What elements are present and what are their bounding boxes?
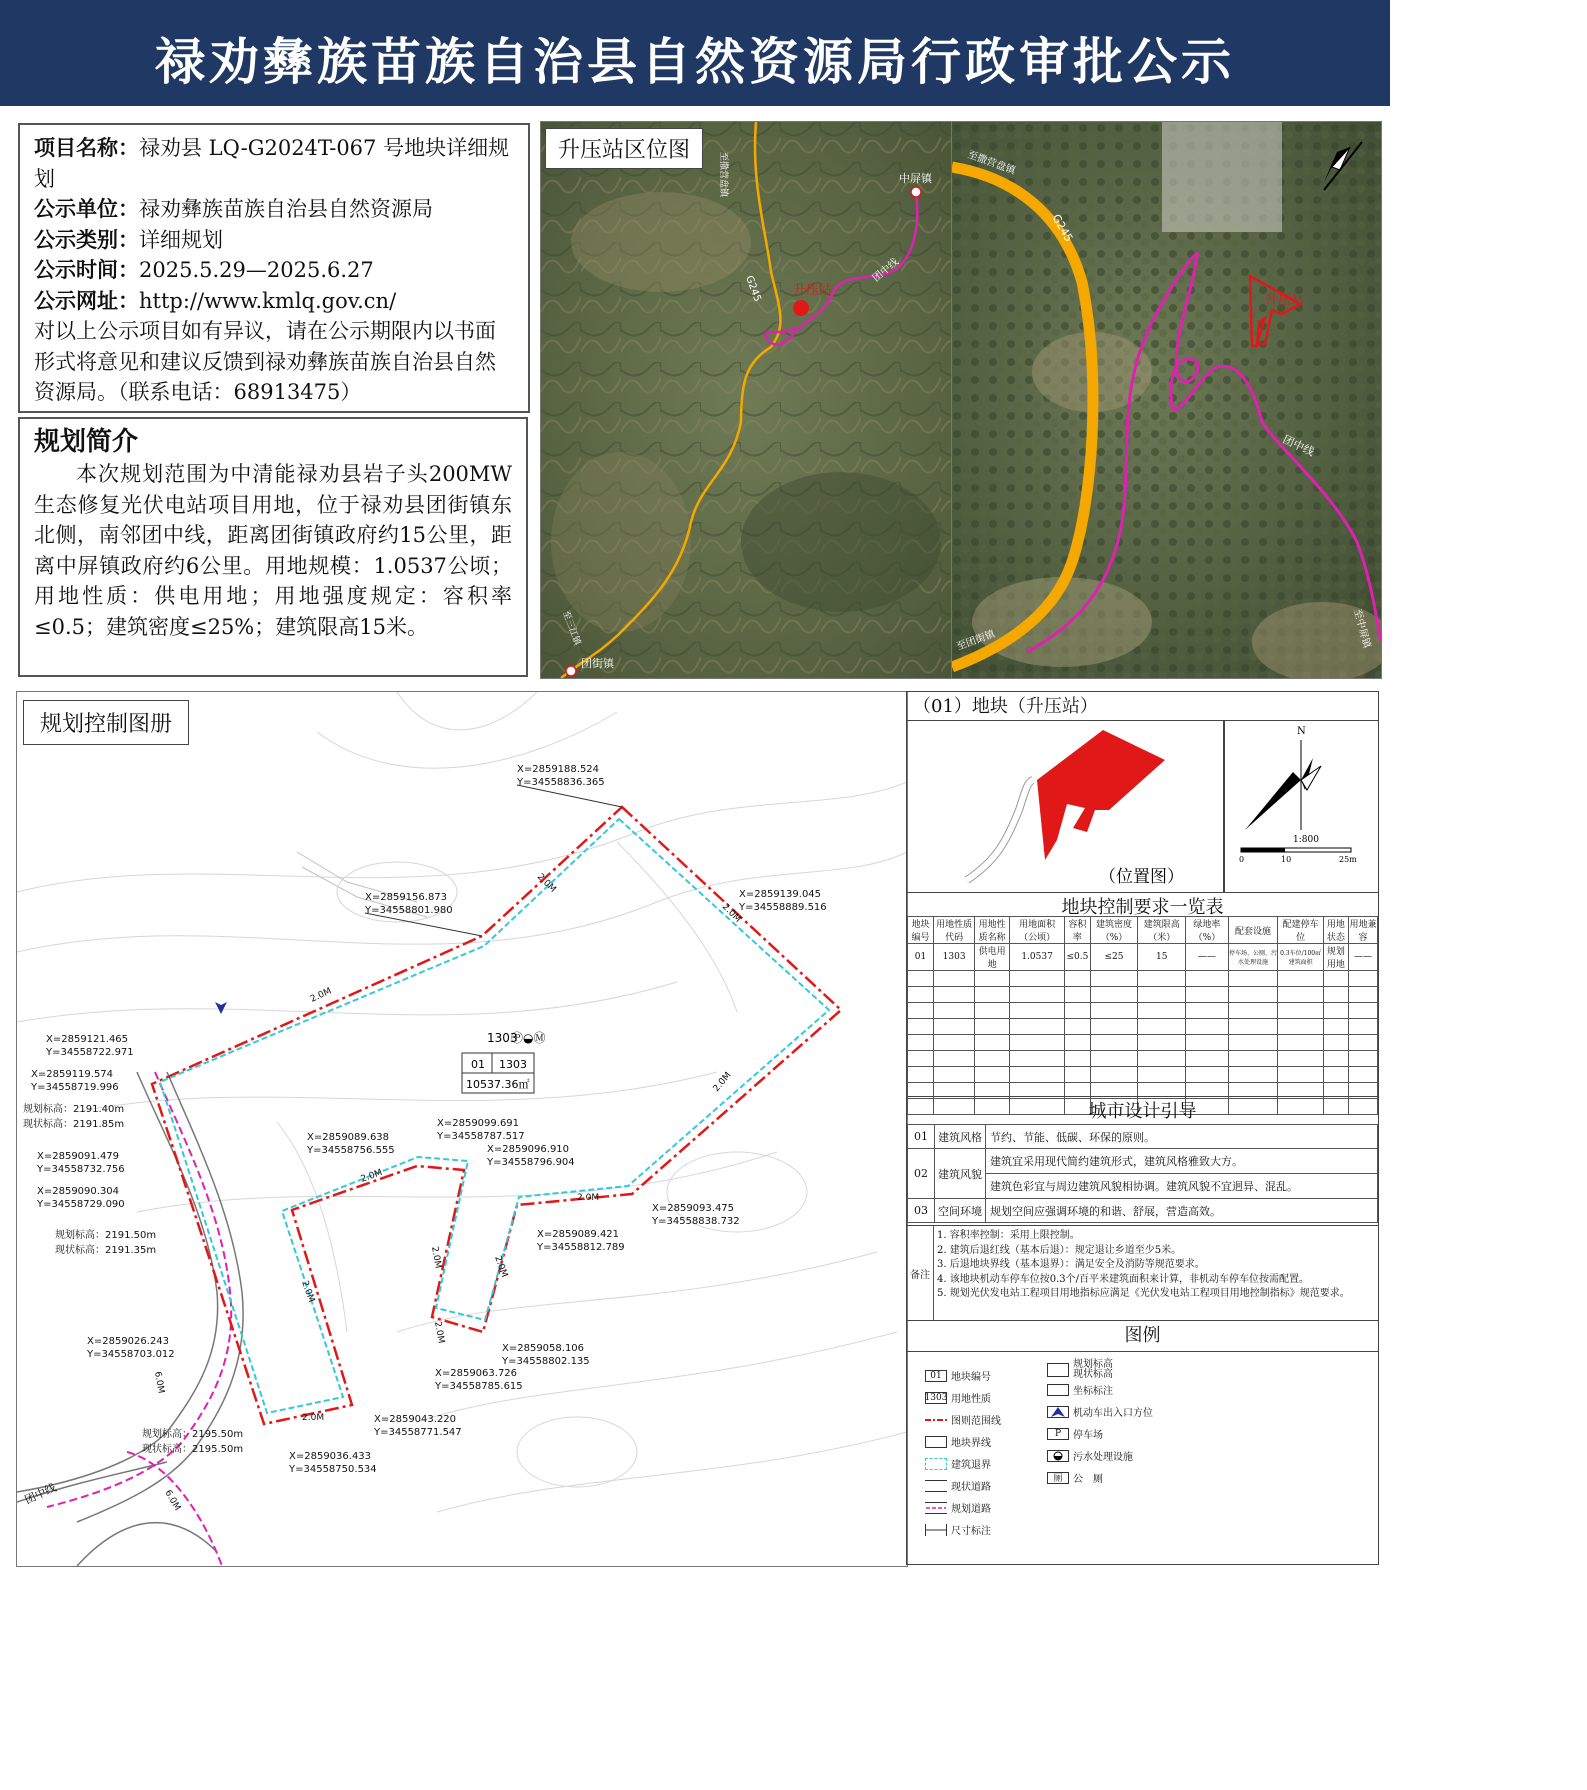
- legend-text: 停车场: [1073, 1430, 1103, 1441]
- header-banner: [0, 0, 1390, 106]
- coord-y-5: Y=34558719.996: [31, 1082, 119, 1093]
- intro-title: 规划简介: [34, 427, 139, 457]
- design-item: 空间环境: [935, 1199, 986, 1223]
- legend-area: [907, 1352, 1378, 1564]
- detail-to-sa-label: 至撒营盘镇: [965, 149, 1017, 177]
- zhongping-marker: [911, 187, 921, 197]
- legend-text: 坐标标注: [1073, 1386, 1113, 1397]
- legend-setback: [925, 1456, 991, 1471]
- th-compat: 用地兼容: [1348, 917, 1377, 944]
- td-height: 15: [1138, 944, 1186, 971]
- dim-road-width: 6.0M: [162, 1488, 183, 1513]
- coord-x-17: X=2859026.243: [87, 1336, 170, 1347]
- position-map-area: [907, 720, 1378, 893]
- th-area: 用地面积（公顷）: [1010, 917, 1065, 944]
- remarks-area: [907, 1225, 1378, 1320]
- control-table-wrap: [907, 916, 1378, 1115]
- th-use-name: 用地性质名称: [975, 917, 1010, 944]
- terrain-patch: [571, 192, 751, 292]
- to-sanjiang-label: 至三江镇: [560, 609, 582, 647]
- legend-elevation-text: [1073, 1360, 1113, 1380]
- position-label: （位置图）: [1099, 867, 1184, 887]
- elev2-plan: 规划标高：2191.50m: [55, 1230, 157, 1241]
- legend-text: 机动车出入口方位: [1073, 1408, 1153, 1419]
- legend-coordinate-icon: [1047, 1384, 1069, 1396]
- coord-x-5: X=2859119.574: [31, 1069, 114, 1080]
- coord-y-1: Y=34558836.365: [517, 777, 605, 788]
- th-height: 建筑限高（米）: [1138, 917, 1186, 944]
- th-far: 容积率: [1065, 917, 1091, 944]
- remark-item: 1. 容积率控制：采用上限控制。: [937, 1230, 1080, 1241]
- table-row-empty: [908, 987, 1378, 1003]
- coord-x-11: X=2859093.475: [652, 1203, 735, 1214]
- td-far: ≤0.5: [1065, 944, 1091, 971]
- legend-text: 图则范围线: [951, 1416, 1001, 1427]
- parcel-number: 01: [471, 1058, 485, 1071]
- dim-setback: 2.0M: [309, 986, 334, 1005]
- vehicle-entrance-legend-icon: [1047, 1406, 1069, 1418]
- coord-x-10: X=2859096.910: [487, 1144, 570, 1155]
- time-label: 公示时间：: [34, 258, 139, 282]
- design-guide-table: [907, 1124, 1378, 1223]
- to-sa-label: 至撒营盘镇: [718, 152, 728, 198]
- coord-x-3: X=2859139.045: [739, 889, 822, 900]
- td-green: ——: [1186, 944, 1229, 971]
- design-row: [908, 1149, 1378, 1174]
- control-table-title: 地块控制要求一览表: [1061, 897, 1224, 918]
- north-arrow-icon: [1245, 740, 1321, 830]
- legend-dimension-icon: [925, 1524, 947, 1536]
- legend-parking: [1047, 1426, 1103, 1441]
- table-row-empty: [908, 1003, 1378, 1019]
- detail-to-zhongping-label: 至中屏镇: [1351, 607, 1373, 650]
- tuanzhong-road-edge: [77, 1523, 217, 1566]
- legend-sewage: [1047, 1448, 1133, 1463]
- coord-x-6: X=2859091.479: [37, 1151, 120, 1162]
- table-row: [908, 944, 1378, 971]
- th-density: 建筑密度（%）: [1090, 917, 1137, 944]
- detail-tuanzhong-label: 团中线: [1280, 432, 1317, 459]
- table-row-empty: [908, 1067, 1378, 1083]
- legend-existing-road: [925, 1478, 991, 1493]
- legend-use-code-icon: 1303: [924, 1392, 948, 1403]
- remarks-label: 备注: [907, 1226, 934, 1320]
- location-satellite-map[interactable]: [540, 121, 952, 679]
- remark-item: 4. 该地块机动车停车位按0.3个/百平米建筑面积来计算，非机动车停车位按需配置。: [937, 1273, 1309, 1285]
- control-table: [907, 916, 1378, 1115]
- td-facilities: 停车场、公厕、污水处理设施: [1228, 944, 1278, 971]
- td-use-name: 供电用地: [975, 944, 1010, 971]
- legend-title: 图例: [907, 1320, 1378, 1352]
- dim-setback: 2.0M: [299, 1279, 317, 1304]
- parcel-control-panel: [906, 691, 1379, 1565]
- tuanzhong-label: 团中线: [870, 256, 901, 285]
- design-no: 03: [908, 1199, 935, 1223]
- table-row-empty: [908, 1051, 1378, 1067]
- legend-planned-road-icon: [925, 1502, 947, 1514]
- unit-line: [34, 194, 514, 225]
- road-centerline: [47, 1072, 231, 1507]
- dim-setback: 2.0M: [534, 872, 558, 895]
- legend-text: 污水处理设施: [1073, 1452, 1133, 1463]
- remark-item: 2. 建筑后退红线（基本后退）：规定退让乡道至少5米。: [937, 1244, 1182, 1256]
- station-label: 升压站: [793, 283, 833, 298]
- elev2-cur: 现状标高：2191.35m: [55, 1245, 157, 1256]
- objection-note: 对以上公示项目如有异议，请在公示期限内以书面形式将意见和建议反馈到禄劝彝族苗族自治县自然资源局。（联系电话：68913475）: [34, 319, 496, 404]
- legend-text: 规划道路: [951, 1504, 991, 1515]
- design-guide-wrap: [907, 1124, 1378, 1223]
- coord-x-2: X=2859156.873: [365, 892, 448, 903]
- design-item: 建筑风貌: [935, 1149, 986, 1199]
- design-no: 02: [908, 1149, 935, 1199]
- site-label: 公示网址：: [34, 288, 139, 313]
- legend-text: 地块界线: [951, 1438, 991, 1449]
- elev3-plan: 规划标高：2195.50m: [142, 1429, 244, 1440]
- type-label: 公示类别：: [34, 227, 139, 252]
- zhongping-label: 中屏镇: [899, 172, 932, 185]
- detail-to-tuanjie-label: 至团街镇: [955, 628, 997, 653]
- control-map-svg: [17, 692, 907, 1566]
- coord-x-1: X=2859188.524: [517, 764, 600, 775]
- legend-parcel-no: [925, 1368, 991, 1383]
- coord-x-12: X=2859089.421: [537, 1229, 620, 1240]
- legend-dimension: [925, 1522, 991, 1537]
- td-density: ≤25: [1090, 944, 1137, 971]
- th-use-code: 用地性质代码: [934, 917, 975, 944]
- road-name-label: 团中线: [22, 1480, 59, 1507]
- parking-icon: Ⓟ◒Ⓜ: [511, 1031, 546, 1045]
- coordinate-labels: [23, 764, 827, 1475]
- th-parking: 配建停车位: [1278, 917, 1324, 944]
- td-status: 规划用地: [1323, 944, 1348, 971]
- coord-y-6: Y=34558732.756: [37, 1164, 125, 1175]
- dim-setback: 2.0M: [577, 1193, 600, 1203]
- project-label: 项目名称：: [34, 136, 139, 160]
- north-label: N: [1297, 726, 1306, 737]
- design-text: 节约、节能、低碳、环保的原则。: [986, 1125, 1378, 1149]
- legend-elevation-icon: [1047, 1363, 1069, 1377]
- design-row: [908, 1125, 1378, 1149]
- th-facilities: 配套设施: [1228, 917, 1278, 944]
- coord-x-16: X=2859036.433: [289, 1451, 372, 1462]
- parcel-code-label: 1303: [487, 1031, 518, 1045]
- coord-y-13: Y=34558802.135: [502, 1356, 590, 1367]
- coord-x-9: X=2859099.691: [437, 1118, 520, 1129]
- design-no: 01: [908, 1125, 935, 1149]
- remark-item: 3. 后退地块界线（基本退界）：满足安全及消防等规范要求。: [937, 1259, 1205, 1270]
- position-map-svg: [907, 720, 1223, 892]
- page-title: 禄劝彝族苗族自治县自然资源局行政审批公示: [155, 33, 1235, 91]
- legend-text: 规划标高: [1073, 1359, 1113, 1370]
- site-line: [34, 286, 514, 317]
- legend-existing-road-icon: [925, 1480, 947, 1492]
- parcel-shape[interactable]: [1037, 730, 1165, 860]
- coord-x-8: X=2859089.638: [307, 1132, 390, 1143]
- project-value: 禄劝县 LQ-G2024T-067 号地块详细规划: [34, 136, 510, 191]
- time-value: 2025.5.29—2025.6.27: [139, 258, 374, 282]
- td-area: 1.0537: [1010, 944, 1065, 971]
- type-value: 详细规划: [139, 227, 223, 252]
- design-item: 建筑风格: [935, 1125, 986, 1149]
- td-parcel-no: 01: [908, 944, 934, 971]
- planning-intro-box: [18, 417, 528, 677]
- plan-map-title: 规划控制图册: [23, 700, 189, 745]
- location-map-title: 升压站区位图: [545, 128, 703, 169]
- coord-x-14: X=2859063.726: [435, 1368, 518, 1379]
- sewage-legend-icon: [1047, 1450, 1069, 1462]
- coord-leader: [517, 785, 622, 807]
- dim-setback: 2.0M: [359, 1167, 384, 1185]
- type-line: [34, 225, 514, 256]
- design-text: 规划空间应强调环境的和谐、舒展，营造高效。: [986, 1199, 1378, 1223]
- table-row-empty: [908, 1019, 1378, 1035]
- detail-satellite-map[interactable]: [951, 121, 1382, 679]
- dim-setback: 2.0M: [711, 1070, 734, 1094]
- terrain-patch: [741, 472, 941, 612]
- remark-item: 5. 规划光伏发电站工程项目用地指标应满足《光伏发电站工程项目用地控制指标》规范要求。: [937, 1288, 1350, 1299]
- td-parking: 0.3车位/100㎡建筑面积: [1278, 944, 1324, 971]
- legend-cyan-dash-icon: [925, 1458, 947, 1470]
- terrain-patch: [551, 452, 691, 632]
- legend-text: 现状道路: [951, 1482, 991, 1493]
- elev1-cur: 现状标高：2191.85m: [23, 1119, 125, 1130]
- design-row: [908, 1199, 1378, 1223]
- position-road-inner: [967, 780, 1033, 880]
- scale-bar-fill: [1241, 848, 1285, 852]
- coord-y-3: Y=34558889.516: [739, 902, 827, 913]
- legend-text: 公 厕: [1073, 1474, 1103, 1485]
- legend-toilet: [1047, 1470, 1103, 1485]
- parcel-use-code: 1303: [499, 1058, 527, 1071]
- dim-setback: 2.0M: [432, 1320, 446, 1345]
- planning-control-map[interactable]: [16, 691, 908, 1567]
- coord-x-13: X=2859058.106: [502, 1343, 585, 1354]
- unit-label: 公示单位：: [34, 197, 139, 221]
- north-scale-svg: [1225, 720, 1379, 892]
- tuanjie-marker: [566, 666, 576, 676]
- legend-text: 用地性质: [951, 1394, 991, 1405]
- site-link[interactable]: http://www.kmlq.gov.cn/: [139, 288, 397, 313]
- td-compat: ——: [1348, 944, 1377, 971]
- legend-elevation: [1047, 1360, 1113, 1380]
- design-text: 建筑色彩宜与周边建筑风貌相协调。建筑风貌不宜迥异、混乱。: [986, 1174, 1378, 1199]
- legend-planned-road: [925, 1500, 991, 1515]
- detail-map-svg: [952, 122, 1381, 678]
- dim-road-width: 6.0M: [152, 1370, 166, 1395]
- parcel-title: （01）地块（升压站）: [907, 692, 1378, 721]
- coord-y-11: Y=34558838.732: [652, 1216, 740, 1227]
- parcel-area: 10537.36㎡: [466, 1078, 530, 1091]
- legend-coordinate: [1047, 1382, 1113, 1397]
- coord-y-10: Y=34558796.904: [487, 1157, 575, 1168]
- legend-parcel-line: [925, 1434, 991, 1449]
- coord-y-14: Y=34558785.615: [435, 1381, 523, 1392]
- detail-station-label: 升压站: [1265, 293, 1305, 308]
- legend-use-code: [925, 1390, 991, 1405]
- coord-y-16: Y=34558750.534: [289, 1464, 377, 1475]
- plan-boundary-line[interactable]: [152, 807, 841, 1424]
- legend-parcel-line-icon: [925, 1436, 947, 1448]
- detail-g245-label: G245: [1049, 212, 1076, 245]
- dim-setback: 2.0M: [492, 1254, 510, 1279]
- legend-plan-boundary: [925, 1412, 1001, 1427]
- coord-y-9: Y=34558787.517: [437, 1131, 525, 1142]
- legend-red-dash-icon: [925, 1414, 947, 1426]
- coord-y-17: Y=34558703.012: [87, 1349, 175, 1360]
- dim-setback: 2.0M: [719, 902, 743, 925]
- g245-label: G245: [743, 274, 763, 304]
- elev3-cur: 现状标高：2195.50m: [142, 1444, 244, 1455]
- project-name-line: [34, 133, 514, 194]
- tuanjie-label: 团街镇: [581, 657, 614, 670]
- unit-value: 禄劝彝族苗族自治县自然资源局: [139, 197, 433, 221]
- scale-10: 10: [1281, 855, 1292, 864]
- th-status: 用地状态: [1323, 917, 1348, 944]
- table-row-empty: [908, 1035, 1378, 1051]
- control-table-header: [908, 917, 1378, 944]
- dim-setback: 2.0M: [302, 1413, 325, 1423]
- design-guide-title: 城市设计引导: [907, 1096, 1378, 1123]
- coord-y-2: Y=34558801.980: [365, 905, 453, 916]
- legend-text: 地块编号: [951, 1372, 991, 1383]
- scale-25: 25m: [1339, 855, 1357, 864]
- coord-y-7: Y=34558729.090: [37, 1199, 125, 1210]
- th-parcel-no: 地块编号: [908, 917, 934, 944]
- location-map-svg: [541, 122, 951, 678]
- dim-setback: 2.0M: [429, 1245, 443, 1270]
- legend-text: 现状标高: [1073, 1369, 1113, 1380]
- elev1-plan: 规划标高：2191.40m: [23, 1104, 125, 1115]
- legend-text: 建筑退界: [951, 1460, 991, 1471]
- notice-info-box: [18, 123, 530, 413]
- scale-0: 0: [1239, 855, 1245, 864]
- coord-y-15: Y=34558771.547: [374, 1427, 462, 1438]
- intro-text: 本次规划范围为中清能禄劝县岩子头200MW生态修复光伏电站项目用地，位于禄劝县团街镇东北侧，南邻团中线，距离团街镇政府约15公里，距离中屏镇政府约6公里。用地规模：1.0537公顷；用地性质：供电用地；用地强度规定：容积率≤0.5；建筑密度≤25%；建筑限高15米。: [34, 462, 512, 639]
- solar-area: [1162, 122, 1282, 232]
- coord-x-15: X=2859043.220: [374, 1414, 457, 1425]
- td-use-code: 1303: [934, 944, 975, 971]
- coord-x-7: X=2859090.304: [37, 1186, 120, 1197]
- coord-y-4: Y=34558722.971: [46, 1047, 134, 1058]
- time-line: [34, 255, 514, 286]
- coord-x-4: X=2859121.465: [46, 1034, 129, 1045]
- legend-parcel-no-icon: 01: [925, 1370, 947, 1382]
- remarks-list: [937, 1229, 1376, 1302]
- vehicle-entrance-icon: [215, 1002, 227, 1014]
- th-green: 绿地率（%）: [1186, 917, 1229, 944]
- table-row-empty: [908, 971, 1378, 987]
- coord-y-8: Y=34558756.555: [307, 1145, 395, 1156]
- parking-legend-icon: P: [1047, 1428, 1069, 1440]
- toilet-legend-icon: 厕: [1047, 1472, 1069, 1484]
- design-text: 建筑宜采用现代简约建筑形式，建筑风格雅致大方。: [986, 1149, 1378, 1174]
- station-marker[interactable]: [793, 300, 809, 316]
- legend-vehicle-entrance: [1047, 1404, 1153, 1419]
- legend-text: 尺寸标注: [951, 1526, 991, 1537]
- scale-ratio: 1:800: [1293, 835, 1319, 845]
- coord-y-12: Y=34558812.789: [537, 1242, 625, 1253]
